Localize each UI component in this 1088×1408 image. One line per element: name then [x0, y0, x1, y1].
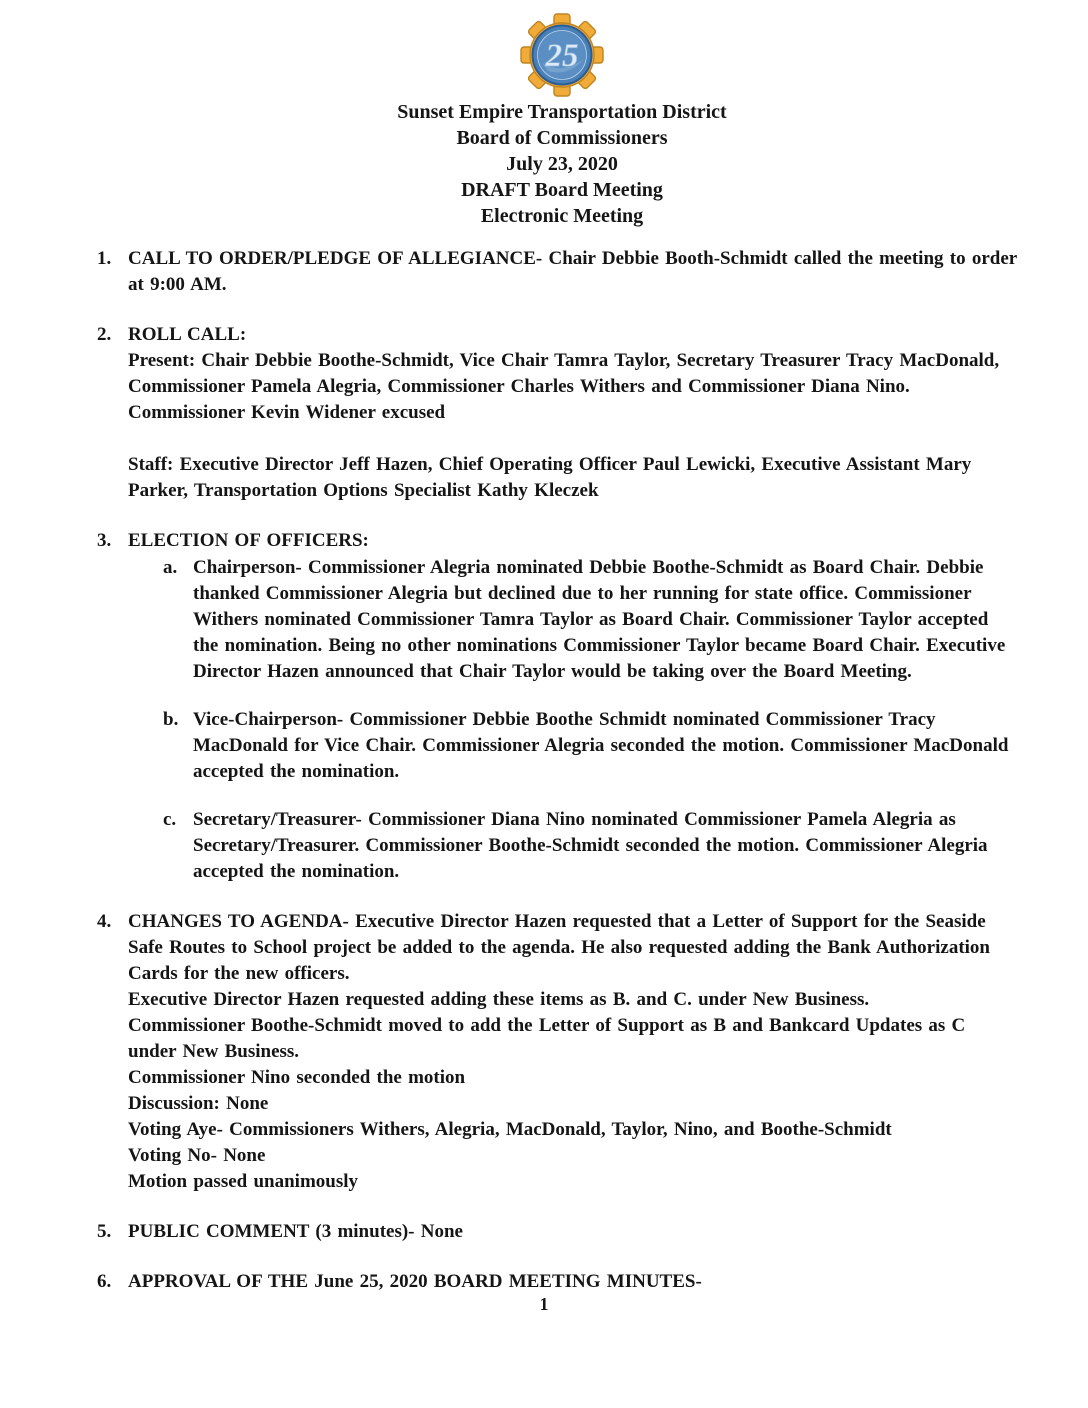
agenda-item-call-to-order: [97, 246, 1018, 298]
approval-minutes-text: APPROVAL OF THE June 25, 2020 BOARD MEETING MINUTES-: [128, 1271, 702, 1292]
call-to-order-text: CALL TO ORDER/PLEDGE OF ALLEGIANCE- Chair Debbie Booth-Schmidt called the meeting to order at 9:00 AM.: [128, 248, 1017, 295]
motion-passed-line: Motion passed unanimously: [128, 1171, 359, 1192]
item-number: 1.: [97, 248, 112, 269]
changes-line: Commissioner Boothe-Schmidt moved to add the Letter of Support as B and Bankcard Updates as C under New Business.: [128, 1015, 966, 1062]
date-line: July 23, 2020: [506, 153, 618, 175]
discussion-line: Discussion: None: [128, 1093, 269, 1114]
minutes-body: [0, 246, 1088, 1295]
agenda-item-changes-to-agenda: [97, 909, 1018, 1195]
changes-to-agenda-text: CHANGES TO AGENDA- Executive Director Hazen requested that a Letter of Support for the Seaside Safe Routes to School project be added to the agenda. He also requested adding the Bank Authorization Cards for the new officers.: [128, 911, 990, 984]
document-title-block: [36, 99, 1088, 229]
logo-25-text: 25: [545, 38, 579, 74]
gear-25-icon: [518, 13, 606, 97]
chairperson-text: Chairperson- Commissioner Alegria nominated Debbie Boothe-Schmidt as Board Chair. Debbie thanked Commissioner Alegria but declined due to her running for state office. Commissioner Withers nominated Commissioner Tamra Taylor as Board Chair. Commissioner Taylor accepted the nomination. Being no other nominations Commissioner Taylor became Board Chair. Executive Director Hazen announced that Chair Taylor would be taking over the Board Meeting.: [193, 557, 1006, 682]
sub-item-secretary-treasurer: [163, 807, 1018, 885]
document-header: [36, 0, 1088, 229]
board-line: Board of Commissioners: [456, 127, 668, 149]
meeting-type-line: Electronic Meeting: [480, 205, 644, 227]
sub-item-letter: c.: [163, 809, 177, 830]
agenda-item-roll-call: [97, 322, 1018, 504]
item-number: 4.: [97, 911, 112, 932]
roll-call-present: Present: Chair Debbie Boothe-Schmidt, Vice Chair Tamra Taylor, Secretary Treasurer Tracy MacDonald, Commissioner Pamela Alegria, Commissioner Charles Withers and Commissioner Diana Nino. Commissioner Kevin Widener excused: [128, 350, 1000, 423]
page-number: 1: [539, 1294, 549, 1314]
sub-item-vice-chairperson: [163, 707, 1018, 785]
item-number: 2.: [97, 324, 112, 345]
anniversary-gear-logo: [518, 13, 606, 97]
public-comment-text: PUBLIC COMMENT (3 minutes)- None: [128, 1221, 463, 1242]
sub-item-chairperson: [163, 555, 1018, 685]
draft-line: DRAFT Board Meeting: [461, 179, 663, 201]
voting-aye-line: Voting Aye- Commissioners Withers, Alegria, MacDonald, Taylor, Nino, and Boothe-Schmidt: [128, 1119, 892, 1140]
vice-chairperson-text: Vice-Chairperson- Commissioner Debbie Boothe Schmidt nominated Commissioner Tracy MacDonald for Vice Chair. Commissioner Alegria seconded the motion. Commissioner MacDonald accepted the nomination.: [193, 709, 1009, 782]
agenda-item-approval-of-minutes: [97, 1269, 1018, 1295]
sub-item-letter: a.: [163, 557, 178, 578]
item-number: 5.: [97, 1221, 112, 1242]
agenda-item-public-comment: [97, 1219, 1018, 1245]
roll-call-staff: Staff: Executive Director Jeff Hazen, Chief Operating Officer Paul Lewicki, Executive Assistant Mary Parker, Transportation Options Specialist Kathy Kleczek: [128, 454, 972, 501]
changes-line: Commissioner Nino seconded the motion: [128, 1067, 466, 1088]
item-number: 3.: [97, 530, 112, 551]
sub-item-letter: b.: [163, 709, 179, 730]
agenda-item-election-of-officers: [97, 528, 1018, 885]
roll-call-heading: ROLL CALL:: [128, 324, 247, 345]
item-number: 6.: [97, 1271, 112, 1292]
election-heading: ELECTION OF OFFICERS:: [128, 530, 369, 551]
changes-line: Executive Director Hazen requested adding these items as B. and C. under New Business.: [128, 989, 870, 1010]
org-name-line: Sunset Empire Transportation District: [397, 101, 727, 123]
voting-no-line: Voting No- None: [128, 1145, 266, 1166]
secretary-treasurer-text: Secretary/Treasurer- Commissioner Diana Nino nominated Commissioner Pamela Alegria as Secretary/Treasurer. Commissioner Boothe-Schmidt seconded the motion. Commissioner Alegria accepted the nomination.: [193, 809, 988, 882]
